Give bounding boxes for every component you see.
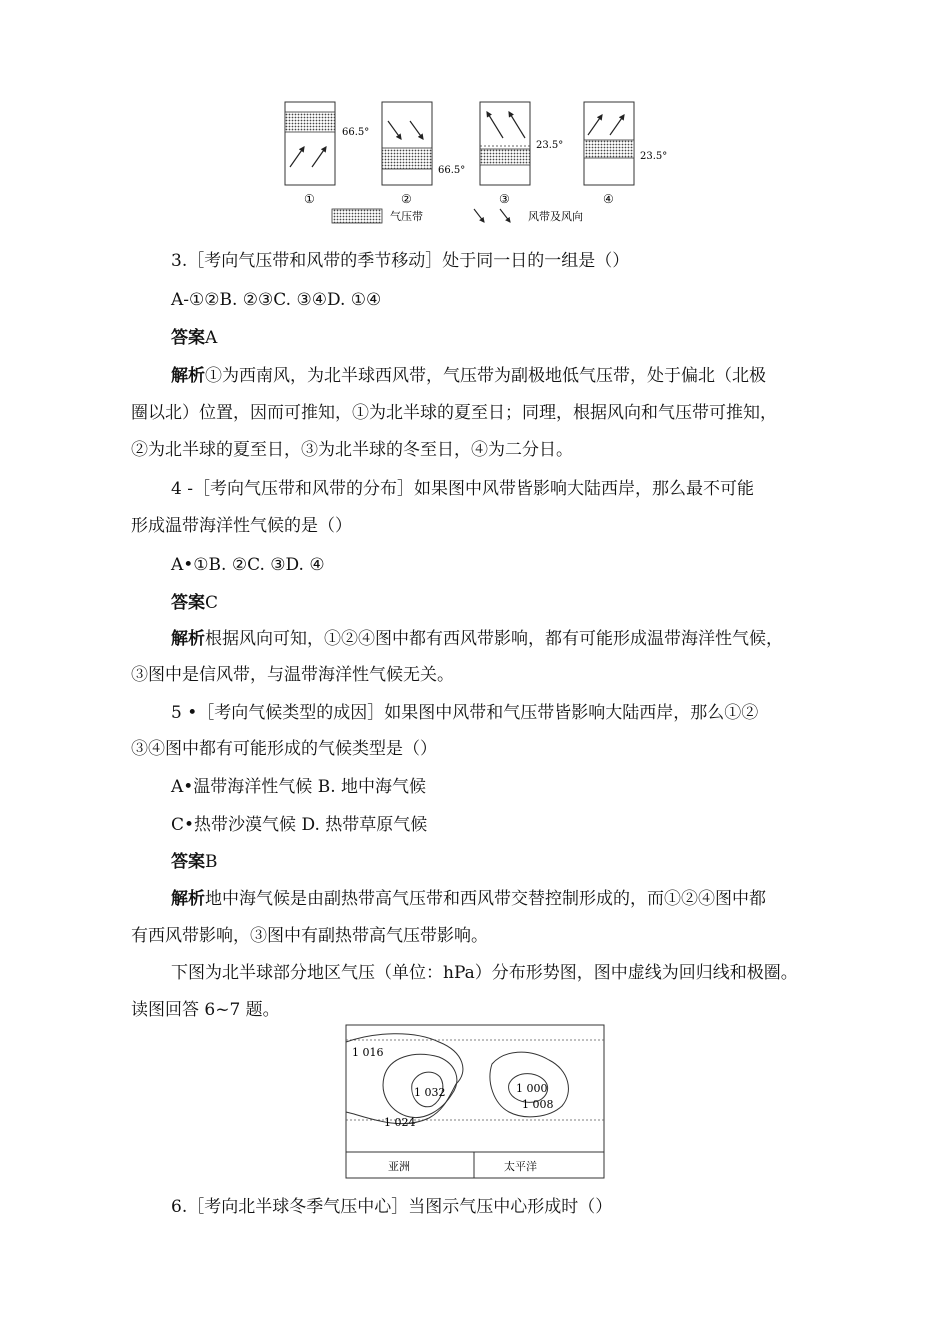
answer-label: 答案	[171, 593, 205, 613]
q4-stem-line-2: 形成温带海洋性气候的是（）	[131, 516, 352, 536]
q5-options-2: C•热带沙漠气候 D. 热带草原气候	[171, 815, 428, 835]
analysis-text: ①为西南风，为北半球西风带，气压带为副极地低气压带，处于偏北（北极	[205, 366, 766, 386]
angle-label-3: 23.5°	[536, 140, 564, 151]
isobar-label-1032: 1 032	[414, 1086, 446, 1099]
pressure-wind-belt-figure	[270, 95, 690, 235]
analysis-label: 解析	[171, 629, 205, 649]
answer-value: A	[205, 328, 218, 348]
q3-options: A-①②B. ②③C. ③④D. ①④	[171, 290, 382, 310]
answer-label: 答案	[171, 328, 205, 348]
q3-stem: 3.［考向气压带和风带的季节移动］处于同一日的一组是（）	[171, 251, 630, 271]
legend	[332, 209, 583, 223]
q5-stem-line-1: 5 •［考向气候类型的成因］如果图中风带和气压带皆影响大陆西岸，那么①②	[171, 703, 759, 723]
answer-label: 答案	[171, 852, 205, 872]
q3-analysis-line-2: 圈以北）位置，因而可推知，①为北半球的夏至日；同理，根据风向和气压带可推知，	[131, 403, 777, 423]
intro-line-2: 读图回答 6~7 题。	[131, 1000, 280, 1020]
panel-3	[480, 102, 563, 206]
angle-label-4: 23.5°	[640, 151, 668, 162]
q4-analysis-line-1	[171, 628, 783, 650]
region-label-asia: 亚洲	[388, 1160, 410, 1173]
q3-analysis-line-1	[171, 365, 766, 387]
isobar-label-1000: 1 000	[516, 1082, 548, 1095]
answer-value: B	[205, 852, 218, 872]
legend-pressure-label: 气压带	[390, 210, 423, 223]
angle-label-2: 66.5°	[438, 165, 466, 176]
q4-answer	[171, 592, 218, 614]
panel-label-4: ④	[603, 192, 614, 206]
panel-4	[584, 102, 667, 206]
q5-stem-line-2: ③④图中都有可能形成的气候类型是（）	[131, 739, 437, 759]
q5-options-1: A•温带海洋性气候 B. 地中海气候	[171, 777, 427, 797]
isobar-label-1024: 1 024	[384, 1116, 416, 1129]
q3-analysis-line-3: ②为北半球的夏至日，③为北半球的冬至日，④为二分日。	[131, 440, 573, 460]
analysis-text: 根据风向可知，①②④图中都有西风带影响，都有可能形成温带海洋性气候，	[205, 629, 783, 649]
panel-1	[285, 102, 369, 206]
analysis-text: 地中海气候是由副热带高气压带和西风带交替控制形成的，而①②④图中都	[205, 889, 766, 909]
analysis-label: 解析	[171, 889, 205, 909]
q3-answer	[171, 327, 217, 349]
q5-analysis-line-1	[171, 888, 766, 910]
q5-answer	[171, 851, 218, 873]
q4-options: A•①B. ②C. ③D. ④	[171, 555, 325, 575]
angle-label-1: 66.5°	[342, 127, 370, 138]
analysis-label: 解析	[171, 366, 205, 386]
q4-analysis-line-2: ③图中是信风带，与温带海洋性气候无关。	[131, 665, 454, 685]
isobar-label-1016: 1 016	[352, 1046, 384, 1059]
panel-label-3: ③	[499, 192, 510, 206]
panel-label-1: ①	[304, 192, 315, 206]
panel-label-2: ②	[401, 192, 412, 206]
q6-stem: 6.［考向北半球冬季气压中心］当图示气压中心形成时（）	[171, 1197, 613, 1217]
intro-line-1: 下图为北半球部分地区气压（单位：hPa）分布形势图，图中虚线为回归线和极圈。	[171, 963, 798, 983]
region-label-pacific: 太平洋	[504, 1160, 537, 1173]
q4-stem-line-1: 4 -［考向气压带和风带的分布］如果图中风带皆影响大陆西岸，那么最不可能	[171, 479, 754, 499]
legend-wind-label: 风带及风向	[528, 210, 583, 223]
pressure-map-figure	[344, 1022, 608, 1182]
panel-2	[382, 102, 465, 206]
q5-analysis-line-2: 有西风带影响，③图中有副热带高气压带影响。	[131, 926, 488, 946]
isobar-label-1008: 1 008	[522, 1098, 554, 1111]
answer-value: C	[205, 593, 219, 613]
